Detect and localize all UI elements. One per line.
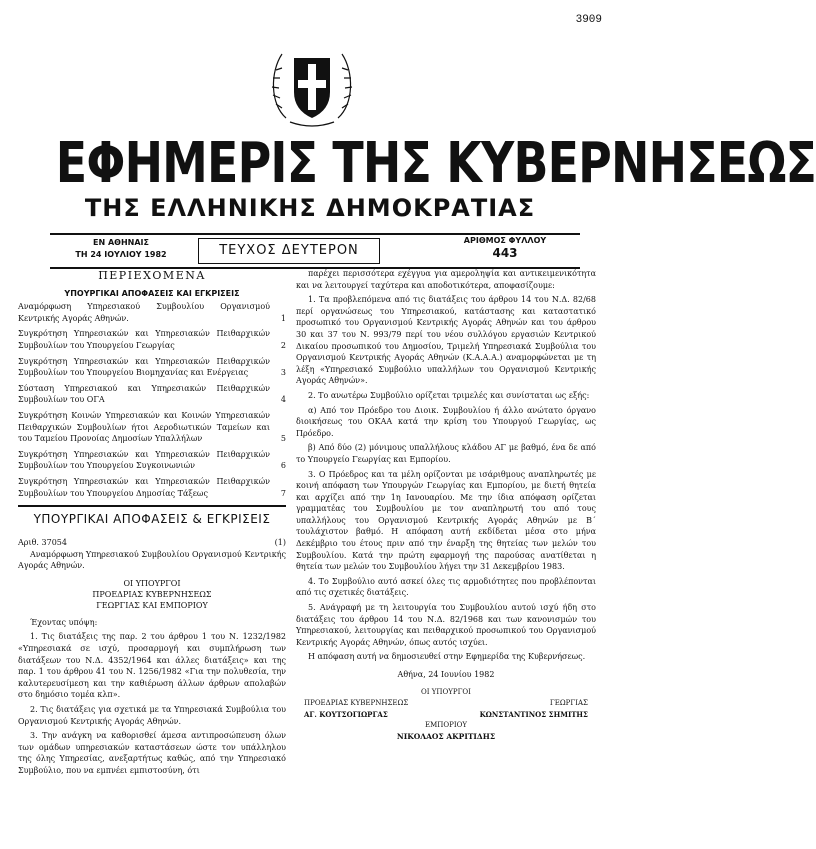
toc-item bbox=[18, 449, 286, 472]
toc-item-page: 4 bbox=[280, 395, 286, 405]
toc-item-text: Συγκρότηση Υπηρεσιακών και Υπηρεσιακών Πειθαρχικών Συμβουλίων του Υπουργείου Συγκοινωνιών bbox=[18, 449, 270, 471]
paragraph: β) Από δύο (2) μόνιμους υπαλλήλους κλάδου ΑΓ με βαθμό, ένα δε από το Υπουργείο Γεωργίας και Εμπορίου. bbox=[296, 443, 596, 464]
toc-item-text: Αναμόρφωση Υπηρεσιακού Συμβουλίου Οργανισμού Κεντρικής Αγοράς Αθηνών. bbox=[18, 302, 270, 323]
issue-place-date bbox=[50, 237, 192, 261]
toc-item bbox=[18, 356, 286, 379]
toc-item bbox=[18, 410, 286, 445]
decision-ref: Αριθ. 37054 bbox=[18, 538, 67, 548]
issue-bar bbox=[50, 233, 580, 269]
toc-item bbox=[18, 301, 286, 324]
toc-item-text: Συγκρότηση Υπηρεσιακών και Υπηρεσιακών Πειθαρχικών Συμβουλίων του Υπουργείου Γεωργίας bbox=[18, 329, 270, 350]
issue-place: ΕΝ ΑΘΗΝΑΙΣ bbox=[93, 238, 149, 247]
decision-heading: Αναμόρφωση Υπηρεσιακού Συμβουλίου Οργανισμού Κεντρικής Αγοράς Αθηνών. bbox=[18, 549, 286, 571]
date-line: Αθήνα, 24 Ιουνίου 1982 bbox=[397, 670, 495, 679]
paragraph: παρέχει περισσότερα εχέγγυα για αμεροληψία και αντικειμενικότητα και να λειτουργεί ταχύτερα και αποδοτικότερα, αποφασίζουμε: bbox=[296, 269, 596, 290]
decision-marker: (1) bbox=[274, 538, 286, 548]
ministers-line: ΓΕΩΡΓΙΑΣ ΚΑΙ ΕΜΠΟΡΙΟΥ bbox=[96, 600, 208, 610]
toc-item bbox=[18, 328, 286, 351]
signatory-name: ΚΩΝΣΤΑΝΤΙΝΟΣ ΣΗΜΙΤΗΣ bbox=[479, 709, 588, 719]
toc-item-page: 7 bbox=[280, 488, 286, 498]
decision-body-left bbox=[18, 549, 286, 777]
decision-header bbox=[18, 537, 286, 549]
publication-note: Η απόφαση αυτή να δημοσιευθεί στην Εφημερίδα της Κυβερνήσεως. bbox=[308, 652, 586, 662]
considering-label: Έχοντας υπόψη: bbox=[30, 617, 98, 627]
toc-item-page: 5 bbox=[280, 434, 286, 444]
signatory-name: ΑΓ. ΚΟΥΤΣΟΓΙΩΡΓΑΣ bbox=[304, 709, 388, 719]
toc-item-page: 1 bbox=[280, 313, 286, 323]
paragraph: 2. Το ανωτέρω Συμβούλιο ορίζεται τριμελές και συνίσταται ως εξής: bbox=[308, 390, 590, 400]
signature-row bbox=[296, 698, 596, 709]
issue-number: 443 bbox=[492, 246, 518, 260]
paragraph: 3. Την ανάγκη να καθορισθεί άμεσα αντιπροσώπευση όλων των ομάδων υπηρεσιακών καταστάσεων ώστε τον υπάλληλου της όλης Υπηρεσίας, ανεξαρτήτως καθώς, από την Υπηρεσιακό Συμβούλιο, που να εμπνέει εμπιστοσύνη, ότι bbox=[18, 731, 286, 775]
toc-item-text: Σύσταση Υπηρεσιακού και Υπηρεσιακών Πειθαρχικών Συμβουλίων του ΟΓΑ bbox=[18, 383, 270, 405]
toc-item-page: 3 bbox=[280, 368, 286, 378]
decision-body-right bbox=[296, 268, 596, 663]
toc-item-text: Συγκρότηση Υπηρεσιακών και Υπηρεσιακών Πειθαρχικών Συμβουλίων του Υπουργείου Βιομηχανίας και Ενέργειας bbox=[18, 356, 270, 378]
toc-item bbox=[18, 476, 286, 499]
page-number: 3909 bbox=[575, 14, 602, 26]
signature-block bbox=[296, 687, 596, 742]
signatory-role: ΓΕΩΡΓΙΑΣ bbox=[549, 698, 588, 707]
ministers-title bbox=[18, 578, 286, 611]
ministers-line: ΠΡΟΕΔΡΙΑΣ ΚΥΒΕΡΝΗΣΕΩΣ bbox=[92, 589, 212, 599]
paragraph: 2. Τις διατάξεις για σχετικά με τα Υπηρεσιακά Συμβούλια του Οργανισμού Κεντρικής Αγοράς Αθηνών. bbox=[18, 705, 286, 726]
paragraph: 1. Τις διατάξεις της παρ. 2 του άρθρου 1 του Ν. 1232/1982 «Υπηρεσιακά σε ισχύ, προσαρμογή και συμπλήρωση των διατάξεων του Ν.Δ. 4352/1964 και άλλες διατάξεις» και της παρ. 1 του άρθρου 41 του Ν. 1256/1982 «Για την πολυθεσία, την καλυτερευσίμεση και την καθιέρωση άλλων άρθρων απολαβών στο δημόσιο τομέα κλπ». bbox=[18, 632, 286, 700]
paragraph: 3. Ο Πρόεδρος και τα μέλη ορίζονται με ισάριθμους αναπληρωτές με κοινή απόφαση των Υπουργών Γεωργίας και Εμπορίου, με διετή θητεία και αρχίζει από την 1η Ιανουαρίου. Με την ίδια απόφαση ορίζεται γραμματέας του Συμβουλίου με τον αναπληρωτή του από τους υπαλλήλους του Οργανισμού Κεντρικής Αγοράς Αθηνών με Β΄ τουλάχιστον βαθμό. Η απόφαση αυτή εκδίδεται μέσα στο μήνα Δεκέμβριο του έτους πριν από την έναρξη της θητείας των μελών του Συμβουλίου. Κατά την πρώτη εφαρμογή της παρούσας ανατίθεται η θητεία των μελών του Συμβουλίου λήγει την 31 Δεκεμβρίου 1983. bbox=[296, 469, 596, 572]
left-column bbox=[18, 268, 286, 780]
paragraph: 5. Ανάγραφή με τη λειτουργία του Συμβουλίου αυτού ισχύ ήδη στο διατάξεις του άρθρου 14 του Ν.Δ. 82/1968 και των κανονισμών του Υπηρεσιακού, λειτουργίας και πειθαρχικού προσωπικού του Οργανισμού Κεντρικής Αγοράς Αθηνών, όπως αυτός ισχύει. bbox=[296, 603, 596, 647]
signatory-name: ΝΙΚΟΛΑΟΣ ΑΚΡΙΤΙΔΗΣ bbox=[396, 731, 496, 741]
greek-coat-of-arms-icon bbox=[266, 38, 358, 132]
issue-number-block bbox=[430, 235, 580, 261]
paragraph: α) Από τον Πρόεδρο του Διοικ. Συμβουλίου ή άλλο ανώτατο όργανο διοικήσεως του ΟΚΑΑ κατά την κρίση του Υπουργού Γεωργίας, ως Πρόεδρο. bbox=[296, 405, 596, 438]
toc-item-text: Συγκρότηση Κοινών Υπηρεσιακών και Κοινών Υπηρεσιακών Πειθαρχικών Συμβουλίων ήτοι Αεροδιωτικών Ταμείων και του Ταμείου Προνοίας Δημοσίων Υπαλλήλων bbox=[18, 410, 270, 444]
issue-date: ΤΗ 24 ΙΟΥΛΙΟΥ 1982 bbox=[75, 250, 167, 259]
masthead-title: ΕΦΗΜΕΡΙΣ ΤΗΣ ΚΥΒΕΡΝΗΣΕΩΣ bbox=[55, 131, 816, 196]
issue-number-label: ΑΡΙΘΜΟΣ ΦΥΛΛΟΥ bbox=[463, 236, 547, 245]
signature-row bbox=[296, 709, 596, 720]
signatories-label: ΟΙ ΥΠΟΥΡΓΟΙ bbox=[421, 687, 471, 696]
right-column bbox=[296, 268, 596, 742]
section-title: ΥΠΟΥΡΓΙΚΑΙ ΑΠΟΦΑΣΕΙΣ & ΕΓΚΡΙΣΕΙΣ bbox=[18, 505, 286, 527]
toc-item-page: 6 bbox=[280, 461, 286, 471]
paragraph: 1. Τα προβλεπόμενα από τις διατάξεις του άρθρου 14 του Ν.Δ. 82/68 περί οργανώσεως του Υπηρεσιακού, κατάστασης και καταστατικό προσωπικό του Οργανισμού Κεντρικής Αγοράς Αθηνών και του άρθρου 30 και 37 του Ν. 993/79 περί του νέου συλλόγου εργασιών Κεντρικού Δικαίου προσωπικού του Δημοσίου, Τριμελή Υπηρεσιακά Συμβούλια του Οργανισμού Κεντρικής Αγοράς Αθηνών (Κ.Α.Α.Α.) αναμορφώνεται με τη λέξη «Υπηρεσιακό Συμβούλιο υπαλλήλων του Οργανισμού Κεντρικής Αγοράς Αθηνών». bbox=[296, 295, 596, 386]
contents-title: ΠΕΡΙΕΧΟΜΕΝΑ bbox=[98, 269, 206, 282]
toc-item bbox=[18, 383, 286, 406]
issue-volume: ΤΕΥΧΟΣ ΔΕΥΤΕΡΟΝ bbox=[198, 238, 380, 264]
toc-item-page: 2 bbox=[280, 340, 286, 350]
ministers-line: ΟΙ ΥΠΟΥΡΓΟΙ bbox=[123, 578, 181, 588]
signatory-role: ΠΡΟΕΔΡΙΑΣ ΚΥΒΕΡΝΗΣΕΩΣ bbox=[304, 698, 409, 707]
masthead-subtitle: ΤΗΣ ΕΛΛΗΝΙΚΗΣ ΔΗΜΟΚΡΑΤΙΑΣ bbox=[84, 194, 536, 222]
signatory-role: ΕΜΠΟΡΙΟΥ bbox=[425, 720, 467, 729]
contents-subtitle: ΥΠΟΥΡΓΙΚΑΙ ΑΠΟΦΑΣΕΙΣ ΚΑΙ ΕΓΚΡΙΣΕΙΣ bbox=[64, 288, 240, 298]
paragraph: 4. Το Συμβούλιο αυτό ασκεί όλες τις αρμοδιότητες που προβλέπονται από τις σχετικές διατάξεις. bbox=[296, 576, 596, 598]
toc-item-text: Συγκρότηση Υπηρεσιακών και Υπηρεσιακών Πειθαρχικών Συμβουλίων του Υπουργείου Δημοσίας Τάξεως bbox=[18, 476, 270, 498]
